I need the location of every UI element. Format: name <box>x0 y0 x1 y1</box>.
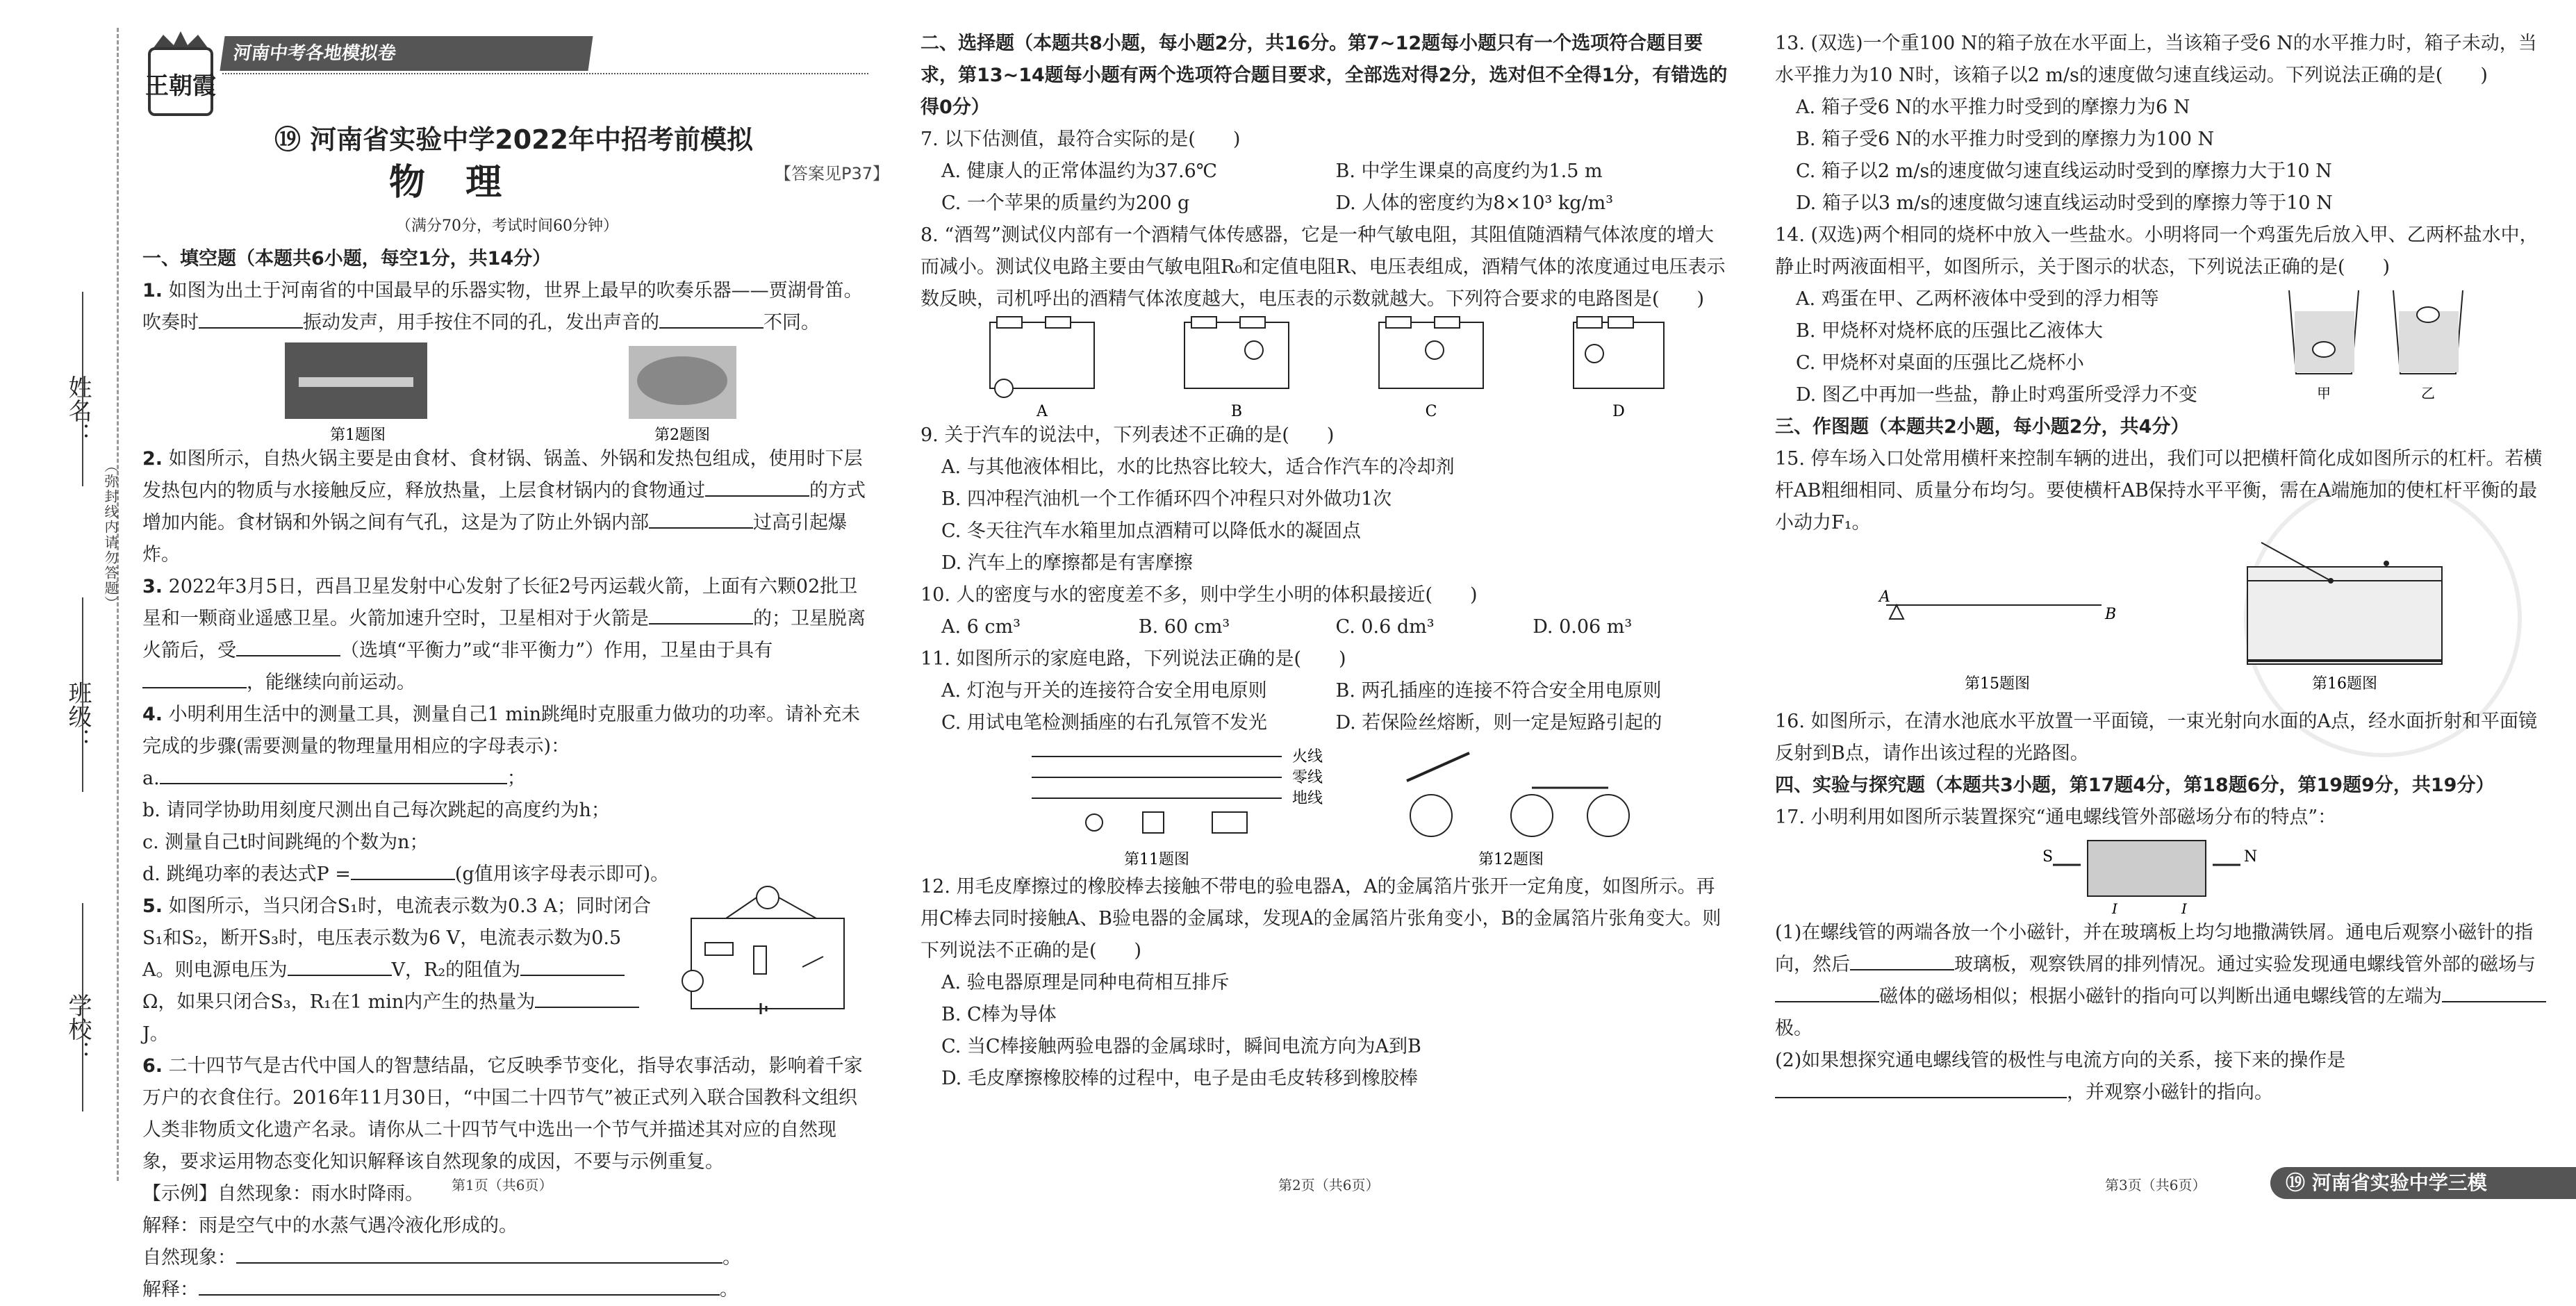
fig11-caption: 第11题图 <box>1124 851 1189 868</box>
class-label: 班级： <box>64 681 92 752</box>
water-tank-figure <box>2247 543 2442 693</box>
question-text: 不同。 <box>763 312 820 333</box>
question-text: 振动发声，用手按住不同的孔，发出声音的 <box>303 312 659 333</box>
question-number: 5. <box>142 895 163 917</box>
question-text: 如图为出土于河南省的中国最早的乐器实物，世界上最早的吹奏乐器——贾湖骨笛。吹奏时 <box>142 280 863 333</box>
option-b[interactable]: B. 箱子受6 N的水平推力时受到的摩擦力为100 N <box>1796 129 2215 150</box>
option-c[interactable]: C. 当C棒接触两验电器的金属球时，瞬间电流方向为A到B <box>941 1036 1421 1057</box>
fig16-caption: 第16题图 <box>2312 675 2377 693</box>
page-footer-1: 第1页（共6页） <box>452 1177 553 1193</box>
option-b[interactable]: B. 甲烧杯对烧杯底的压强比乙液体大 <box>1796 320 2104 342</box>
explanation-label: 解释： <box>142 1279 199 1300</box>
option-d[interactable]: D. 汽车上的摩擦都是有害摩擦 <box>941 552 1193 574</box>
school-underline <box>82 903 83 1111</box>
option-a[interactable]: A. 箱子受6 N的水平推力时受到的摩擦力为6 N <box>1796 97 2190 118</box>
exam-title-text: 河南省实验中学2022年中招考前模拟 <box>310 124 754 155</box>
figure-row-11-12 <box>920 739 1730 871</box>
step-b: b. 请同学协助用刻度尺测出自己每次跳起的高度约为h； <box>142 800 610 821</box>
option-b[interactable]: B. C棒为导体 <box>941 1004 1057 1025</box>
wire-label-ground: 地线 <box>1292 790 1323 807</box>
name-label: 姓名： <box>64 375 92 446</box>
q17-part-1 <box>1775 917 2546 1045</box>
option-a[interactable]: A. 健康人的正常体温约为37.6℃ <box>941 160 1217 182</box>
option-b[interactable]: B. 两孔插座的连接不符合安全用电原则 <box>1335 680 1662 702</box>
option-d[interactable]: D. 毛皮摩擦橡胶棒的过程中，电子是由毛皮转移到橡胶棒 <box>941 1068 1418 1089</box>
beaker-label-yi: 乙 <box>2421 385 2435 402</box>
page-footer-3: 第3页（共6页） <box>2105 1177 2206 1193</box>
question-7: 7. 以下估测值，最符合实际的是( ) <box>920 129 1241 150</box>
example-phenomenon: 【示例】自然现象：雨水时降雨。 <box>142 1183 424 1205</box>
fig12-caption: 第12题图 <box>1478 851 1544 868</box>
answer-blank[interactable] <box>649 604 753 625</box>
question-text: 小明利用生活中的测量工具，测量自己1 min跳绳时克服重力做功的功率。请补充未完成的步骤(需要测量的物理量用相应的字母表示)： <box>142 704 861 757</box>
question-10: 10. 人的密度与水的密度差不多，则中学生小明的体积最接近( ) <box>920 584 1478 606</box>
question-number: 4. <box>142 704 163 725</box>
q13-options <box>1775 92 2546 220</box>
option-b[interactable]: B. 四冲程汽油机一个工作循环四个冲程只对外做功1次 <box>941 488 1392 510</box>
question-3 <box>142 571 868 699</box>
question-text: 的方式增加内能。食材锅和外锅之间有气孔，这是为了防止外锅内部 <box>142 480 866 534</box>
school-label: 学校： <box>64 993 92 1064</box>
electroscope-figure <box>1407 753 1629 868</box>
circuit-label-c: C <box>1425 403 1437 420</box>
fig15-caption: 第15题图 <box>1965 675 2030 693</box>
fig1-caption: 第1题图 <box>330 427 386 444</box>
svg-text:I: I <box>2181 900 2187 917</box>
step-c: c. 测量自己t时间跳绳的个数为n； <box>142 832 429 853</box>
question-number: 3. <box>142 576 163 597</box>
section-3-heading: 三、作图题（本题共2小题，每小题2分，共4分） <box>1775 416 2190 438</box>
question-number: 1. <box>142 280 163 301</box>
answer-blank[interactable] <box>236 636 340 656</box>
question-text: 二十四节气是古代中国人的智慧结晶，它反映季节变化，指导农事活动，影响着千家万户的衣食住行。2016年11月30日，“中国二十四节气”被正式列入联合国教科文组织人类非物质文化遗产名录。请你从二十四节气中选出一个节气并描述其对应的自然现象，要求运用物态变化知识解释该自然现象的成因，不要与示例重复。 <box>142 1055 863 1173</box>
question-text: J。 <box>142 1023 169 1045</box>
question-text: ，并观察小磁针的指向。 <box>2067 1082 2273 1103</box>
question-text: （选填“平衡力”或“非平衡力”）作用，卫星由于具有 <box>340 640 773 661</box>
column-3 <box>1775 28 2546 1109</box>
option-a[interactable]: A. 与其他液体相比，水的比热容比较大，适合作汽车的冷却剂 <box>941 456 1455 478</box>
question-14: 14. (双选)两个相同的烧杯中放入一些盐水。小明将同一个鸡蛋先后放入甲、乙两杯盐水中，静止时两液面相平，如图所示，关于图示的状态，下列说法正确的是( ) <box>1775 224 2538 278</box>
question-text: (1)在螺线管的两端各放一个小磁针，并在玻璃板上均匀地撒满铁屑。通电后观察小磁针的指向，然后 <box>1775 922 2534 975</box>
question-number: 6. <box>142 1055 163 1077</box>
question-16: 16. 如图所示，在清水池底水平放置一平面镜，一束光射向水面的A点，经水面折射和平面镜反射到B点，请作出该过程的光路图。 <box>1775 711 2538 764</box>
answer-blank[interactable] <box>705 476 809 497</box>
logo-text: 王朝霞 <box>145 72 216 100</box>
answer-blank[interactable] <box>2442 982 2546 1002</box>
series-tag: 河南中考各地模拟卷 <box>220 36 593 71</box>
option-d[interactable]: D. 0.06 m³ <box>1533 616 1633 638</box>
section-2-heading: 二、选择题（本题共8小题，每小题2分，共16分。第7~12题每小题只有一个选项符合题目要求，第13~14题每小题有两个选项符合题目要求，全部选对得2分，选对但不全得1分，有错选的得0分） <box>920 33 1728 118</box>
question-text: 如图所示，当只闭合S₁时，电流表示数为0.3 A；同时闭合S₁和S₂，断开S₃时，电压表示数为6 V，电流表示数为0.5 A。则电源电压为 <box>142 895 651 981</box>
q11-options <box>920 675 1730 739</box>
q9-options <box>920 452 1730 579</box>
answer-blank[interactable] <box>351 859 455 880</box>
option-c[interactable]: C. 冬天往汽车水箱里加点酒精可以降低水的凝固点 <box>941 520 1361 542</box>
answer-blank[interactable] <box>142 668 247 688</box>
question-text: 磁体的磁场相似；根据小磁针的指向可以判断出通电螺线管的左端为 <box>1879 986 2442 1007</box>
q10-options <box>920 611 1730 643</box>
option-c[interactable]: C. 甲烧杯对桌面的压强比乙烧杯小 <box>1796 352 2084 374</box>
answer-blank[interactable] <box>535 987 639 1008</box>
answer-blank[interactable] <box>1850 950 1954 970</box>
question-12: 12. 用毛皮摩擦过的橡胶棒去接触不带电的验电器A，A的金属箔片张开一定角度，如图所示。再用C棒去同时接触A、B验电器的金属球，发现A的金属箔片张角变小，B的金属箔片张角变大。则下列说法不正确的是( ) <box>920 876 1722 961</box>
answer-blank[interactable] <box>1775 982 1879 1002</box>
household-circuit-figure <box>1032 748 1323 868</box>
score-note: （满分70分，考试时间60分钟） <box>396 217 618 235</box>
question-text: 极。 <box>1775 1018 1813 1039</box>
option-b[interactable]: B. 60 cm³ <box>1138 616 1230 638</box>
svg-text:N: N <box>2244 848 2258 866</box>
answer-blank[interactable] <box>288 955 392 976</box>
section-1-heading: 一、填空题（本题共6小题，每空1分，共14分） <box>142 248 552 270</box>
answer-line[interactable] <box>236 1243 723 1264</box>
option-a[interactable]: A. 鸡蛋在甲、乙两杯液体中受到的浮力相等 <box>1796 288 2159 310</box>
circuit-label-b: B <box>1230 403 1243 420</box>
wire-label-neutral: 零线 <box>1292 769 1323 786</box>
question-13: 13. (双选)一个重100 N的箱子放在水平面上，当该箱子受6 N的水平推力时，箱子未动，当水平推力为10 N时，该箱子以2 m/s的速度做匀速直线运动。下列说法正确的是( ) <box>1775 33 2537 86</box>
answer-reference: 【答案见P37】 <box>775 164 890 183</box>
solenoid-figure-row <box>1775 834 2546 917</box>
q17-part-2 <box>1775 1045 2546 1109</box>
section-4-heading: 四、实验与探究题（本题共3小题，第17题4分，第18题6分，第19题9分，共19分） <box>1775 775 2495 796</box>
answer-line[interactable] <box>199 1275 720 1296</box>
q7-options <box>920 156 1730 220</box>
column-1 <box>142 243 868 1306</box>
question-6: 6. 二十四节气是古代中国人的智慧结晶，它反映季节变化，指导农事活动，影响着千家万户的衣食住行。2016年11月30日，“中国二十四节气”被正式列入联合国教科文组织人类非物质文化遗产名录。请你从二十四节气中选出一个节气并描述其对应的自然现象，要求运用物态变化知识解释该自然现象的成因，不要与示例重复。 【示例】自然现象：雨水时降雨。 解释：雨是空气中的水蒸气遇冷液化形成的。 自然现象： 。 解释： 。 <box>142 1050 868 1306</box>
answer-blank[interactable] <box>160 763 507 784</box>
question-text: 2022年3月5日，西昌卫星发射中心发射了长征2号丙运载火箭，上面有六颗02批卫星和一颗商业遥感卫星。火箭加速升空时，卫星相对于火箭是 <box>142 576 858 629</box>
question-2 <box>142 443 868 571</box>
circuit-label-d: D <box>1612 403 1625 420</box>
question-15: 15. 停车场入口处常用横杆来控制车辆的进出，我们可以把横杆简化成如图所示的杠杆。若横杆AB粗细相同、质量分布均匀。要使横杆AB保持水平平衡，需在A端施加的使杠杆平衡的最小动力F₁。 <box>1775 448 2543 534</box>
exam-title <box>274 118 753 156</box>
question-4: 4. 小明利用生活中的测量工具，测量自己1 min跳绳时克服重力做功的功率。请补充未完成的步骤(需要测量的物理量用相应的字母表示)： a. ； b. 请同学协助用刻度尺测出自己每次跳起的高度约为h； c. 测量自己t时间跳绳的个数为n； d. 跳绳功率的表达式P = (g值用该字母表示即可)。 <box>142 699 868 891</box>
option-c[interactable]: C. 箱子以2 m/s的速度做匀速直线运动时受到的摩擦力大于10 N <box>1796 160 2332 182</box>
option-d[interactable]: D. 人体的密度约为8×10³ kg/m³ <box>1335 192 1614 214</box>
number-badge: ⑲ <box>274 124 302 155</box>
option-d[interactable]: D. 若保险丝熔断，则一定是短路引起的 <box>1335 712 1662 734</box>
question-1 <box>142 275 868 339</box>
beaker-label-jia: 甲 <box>2317 385 2331 402</box>
step-d: d. 跳绳功率的表达式P = <box>142 863 351 885</box>
seal-note: （弥封线内请勿答题） <box>102 458 119 611</box>
logo <box>142 28 219 125</box>
option-c[interactable]: C. 0.6 dm³ <box>1335 616 1435 638</box>
circuit-a <box>990 317 1094 420</box>
figure-row-1-2 <box>142 339 868 443</box>
page-footer-2: 第2页（共6页） <box>1278 1177 1380 1193</box>
lever-figure <box>1878 588 2116 693</box>
wire-label-live: 火线 <box>1292 748 1323 766</box>
name-underline <box>82 292 83 486</box>
option-b[interactable]: B. 中学生课桌的高度约为1.5 m <box>1335 160 1603 182</box>
option-d[interactable]: D. 箱子以3 m/s的速度做匀速直线运动时受到的摩擦力等于10 N <box>1796 192 2333 214</box>
fig2-caption: 第2题图 <box>654 427 710 444</box>
circuit-b <box>1184 317 1289 420</box>
option-a[interactable]: A. 6 cm³ <box>941 616 1021 638</box>
q8-circuit-options <box>920 315 1730 420</box>
question-text: Ω，如果只闭合S₃，R₁在1 min内产生的热量为 <box>142 991 536 1013</box>
answer-blank[interactable] <box>1775 1077 2067 1098</box>
answer-blank[interactable] <box>659 308 763 329</box>
header-rule <box>222 73 868 74</box>
column-2 <box>920 28 1730 1095</box>
q12-options <box>920 967 1730 1095</box>
answer-blank[interactable] <box>520 955 625 976</box>
question-17: 17. 小明利用如图所示装置探究“通电螺线管外部磁场分布的特点”： <box>1775 807 2337 828</box>
answer-blank[interactable] <box>199 308 303 329</box>
circuit-label-a: A <box>1037 403 1048 420</box>
option-d[interactable]: D. 图乙中再加一些盐，静止时鸡蛋所受浮力不变 <box>1796 384 2197 406</box>
circuit-c <box>1379 317 1483 420</box>
svg-text:B: B <box>2105 606 2117 623</box>
question-9: 9. 关于汽车的说法中，下列表述不正确的是( ) <box>920 424 1335 446</box>
q14-options <box>1775 283 2546 411</box>
step-d-note: (g值用该字母表示即可)。 <box>454 863 670 885</box>
class-underline <box>82 597 83 792</box>
answer-blank[interactable] <box>649 508 753 529</box>
svg-text:A: A <box>1879 588 1890 606</box>
figure-row-15-16 <box>1775 539 2546 706</box>
step-a: a. <box>142 768 160 789</box>
question-text: 过高引起爆炸。 <box>142 512 847 565</box>
question-text: 如图所示，自热火锅主要是由食材、食材锅、锅盖、外锅和发热包组成，使用时下层发热包内的物质与水接触反应，释放热量，上层食材锅内的食物通过 <box>142 448 863 502</box>
question-5 <box>142 891 657 1050</box>
phenomenon-label: 自然现象： <box>142 1247 236 1268</box>
option-c[interactable]: C. 用试电笔检测插座的右孔氖管不发光 <box>941 712 1267 734</box>
svg-text:I: I <box>2112 900 2117 917</box>
question-text: 玻璃板，观察铁屑的排列情况。通过实验发现通电螺线管外部的磁场与 <box>1954 954 2536 975</box>
q5-circuit-diagram <box>677 884 858 1023</box>
question-text: V，R₂的阻值为 <box>391 959 521 981</box>
option-c[interactable]: C. 一个苹果的质量约为200 g <box>941 192 1190 214</box>
question-text: 的；卫星脱离火箭后，受 <box>142 608 866 661</box>
circuit-d <box>1574 317 1664 420</box>
option-a[interactable]: A. 灯泡与开关的连接符合安全用电原则 <box>941 680 1267 702</box>
beakers-figure <box>2275 283 2484 408</box>
question-text: (2)如果想探究通电螺线管的极性与电流方向的关系，接下来的操作是 <box>1775 1050 2346 1071</box>
question-text: ，能继续向前运动。 <box>247 672 415 693</box>
example-explanation: 解释：雨是空气中的水蒸气遇冷液化形成的。 <box>142 1215 518 1237</box>
question-number: 2. <box>142 448 163 470</box>
option-a[interactable]: A. 验电器原理是同种电荷相互排斥 <box>941 972 1230 993</box>
subject-title: 物 理 <box>389 162 516 204</box>
question-11: 11. 如图所示的家庭电路，下列说法正确的是( ) <box>920 648 1346 670</box>
svg-text:S: S <box>2042 848 2054 866</box>
question-8: 8. “酒驾”测试仪内部有一个酒精气体传感器，它是一种气敏电阻，其阻值随酒精气体浓度的增大而减小。测试仪电路主要由气敏电阻R₀和定值电阻R、电压表组成，酒精气体的浓度通过电压表示数反映，司机呼出的酒精气体浓度越大，电压表的示数就越大。下列符合要求的电路图是( ) <box>920 224 1726 310</box>
solenoid-figure <box>2088 841 2206 896</box>
exam-badge: ⑲ 河南省实验中学三模 <box>2270 1167 2576 1199</box>
